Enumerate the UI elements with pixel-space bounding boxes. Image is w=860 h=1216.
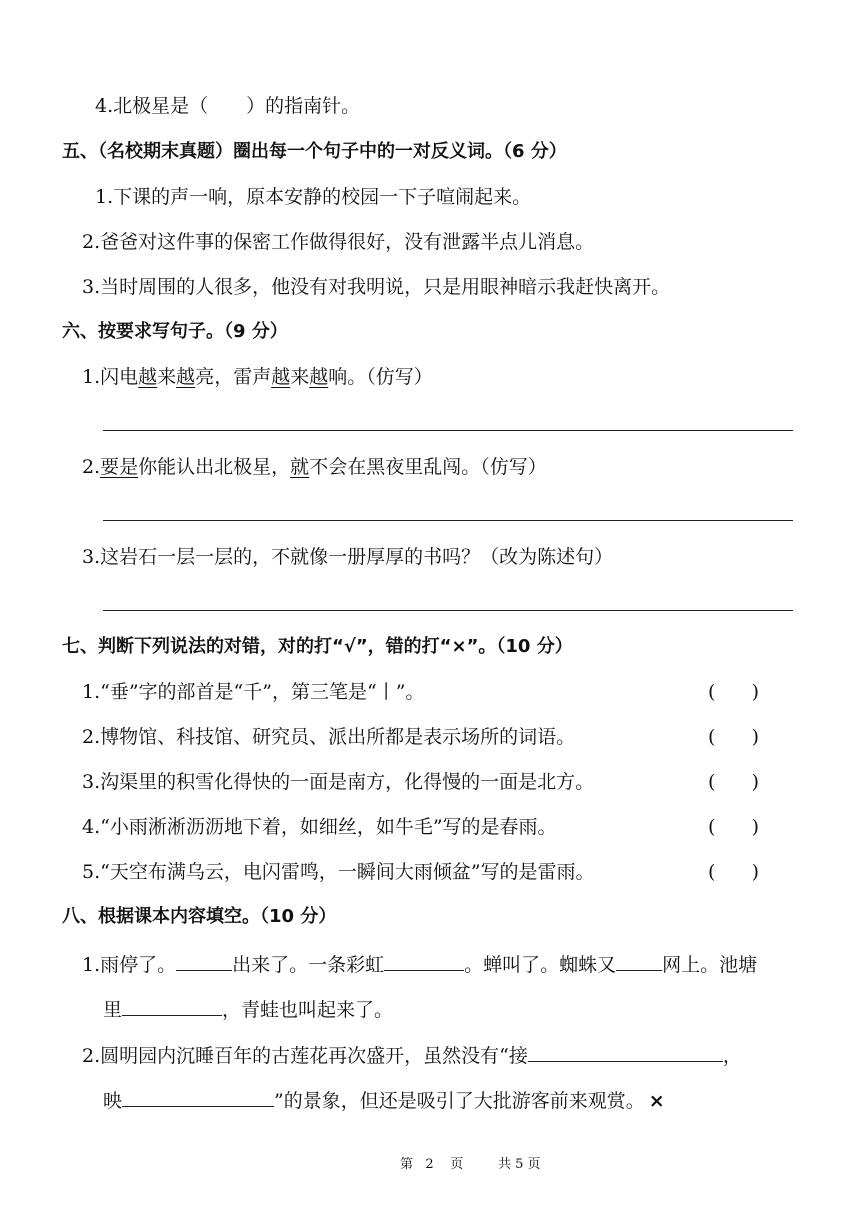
text: 。蝉叫了。蜘蛛又 bbox=[464, 954, 617, 976]
sec6-item-3: 3.这岩石一层一层的，不就像一册厚厚的书吗？（改为陈述句） bbox=[82, 546, 614, 568]
text: 1.雨停了。 bbox=[82, 954, 177, 976]
text: ，青蛙也叫起来了。 bbox=[222, 999, 394, 1021]
answer-line-1[interactable] bbox=[103, 430, 793, 431]
judgement-box-1[interactable]: ( ) bbox=[708, 681, 760, 703]
text: 2.圆明园内沉睡百年的古莲花再次盛开，虽然没有“接 bbox=[82, 1045, 528, 1067]
sec6-item-2 bbox=[82, 455, 547, 479]
sec7-item-1: 1.“垂”字的部首是“千”，第三笔是“丨”。 bbox=[82, 681, 425, 703]
text: 网上。池塘 bbox=[662, 954, 758, 976]
sec7-item-3: 3.沟渠里的积雪化得快的一面是南方，化得慢的一面是北方。 bbox=[82, 771, 595, 793]
page-number: 第 2 页 bbox=[400, 1157, 464, 1172]
fill-blank[interactable] bbox=[122, 997, 222, 1016]
sec7-item-5: 5.“天空布满乌云，电闪雷鸣，一瞬间大雨倾盆”写的是雷雨。 bbox=[82, 861, 595, 883]
text: 来 bbox=[290, 366, 310, 388]
sec7-item-4: 4.“小雨淅淅沥沥地下着，如细丝，如牛毛”写的是春雨。 bbox=[82, 816, 557, 838]
text: 来 bbox=[157, 366, 177, 388]
sec6-item-1 bbox=[82, 365, 433, 389]
text: ， bbox=[722, 1045, 742, 1067]
sec8-line-2 bbox=[103, 997, 393, 1022]
fill-blank[interactable] bbox=[384, 952, 464, 971]
underlined-word: 越 bbox=[138, 366, 158, 388]
cross-mark: × bbox=[648, 1090, 665, 1112]
text: 出来了。一条彩虹 bbox=[232, 954, 385, 976]
underlined-word: 要是 bbox=[100, 456, 139, 478]
underlined-word: 就 bbox=[290, 456, 310, 478]
judgement-box-3[interactable]: ( ) bbox=[708, 771, 760, 793]
text: 亮，雷声 bbox=[195, 366, 272, 388]
underlined-word: 越 bbox=[309, 366, 329, 388]
sec8-line-4 bbox=[103, 1088, 665, 1113]
sec8-line-1 bbox=[82, 952, 757, 977]
text: 2. bbox=[82, 456, 101, 478]
section-5-title: 五、（名校期末真题）圈出每一个句子中的一对反义词。（6 分） bbox=[62, 141, 567, 162]
text: 映 bbox=[103, 1090, 123, 1112]
sec5-item-1: 1.下课的声一响，原本安静的校园一下子喧闹起来。 bbox=[95, 186, 532, 208]
sec5-item-3: 3.当时周围的人很多，他没有对我明说，只是用眼神暗示我赶快离开。 bbox=[82, 276, 671, 298]
sec7-item-2: 2.博物馆、科技馆、研究员、派出所都是表示场所的词语。 bbox=[82, 726, 576, 748]
answer-line-3[interactable] bbox=[103, 610, 793, 611]
fill-blank[interactable] bbox=[176, 952, 232, 971]
fill-blank[interactable] bbox=[616, 952, 662, 971]
sec5-item-2: 2.爸爸对这件事的保密工作做得很好，没有泄露半点儿消息。 bbox=[82, 231, 595, 253]
judgement-box-4[interactable]: ( ) bbox=[708, 816, 760, 838]
text: 响。（仿写） bbox=[328, 366, 433, 388]
fill-blank[interactable] bbox=[528, 1043, 723, 1062]
text: 不会在黑夜里乱闯。（仿写） bbox=[309, 456, 547, 478]
fill-blank[interactable] bbox=[122, 1088, 274, 1107]
sec8-line-3 bbox=[82, 1043, 742, 1068]
section-8-title: 八、根据课本内容填空。（10 分） bbox=[62, 906, 337, 927]
text: 里 bbox=[103, 999, 123, 1021]
text: ”的景象，但还是吸引了大批游客前来观赏。 bbox=[274, 1090, 645, 1112]
underlined-word: 越 bbox=[176, 366, 196, 388]
section-6-title: 六、按要求写句子。（9 分） bbox=[62, 321, 288, 342]
answer-line-2[interactable] bbox=[103, 520, 793, 521]
underlined-word: 越 bbox=[271, 366, 291, 388]
judgement-box-2[interactable]: ( ) bbox=[708, 726, 760, 748]
text: 1.闪电 bbox=[82, 366, 139, 388]
text: 你能认出北极星， bbox=[138, 456, 291, 478]
section-7-title: 七、判断下列说法的对错，对的打“√”，错的打“×”。（10 分） bbox=[62, 636, 573, 657]
judgement-box-5[interactable]: ( ) bbox=[708, 861, 760, 883]
total-pages: 共 5 页 bbox=[498, 1157, 541, 1172]
question-4-north-star: 4.北极星是（ ）的指南针。 bbox=[95, 95, 361, 117]
